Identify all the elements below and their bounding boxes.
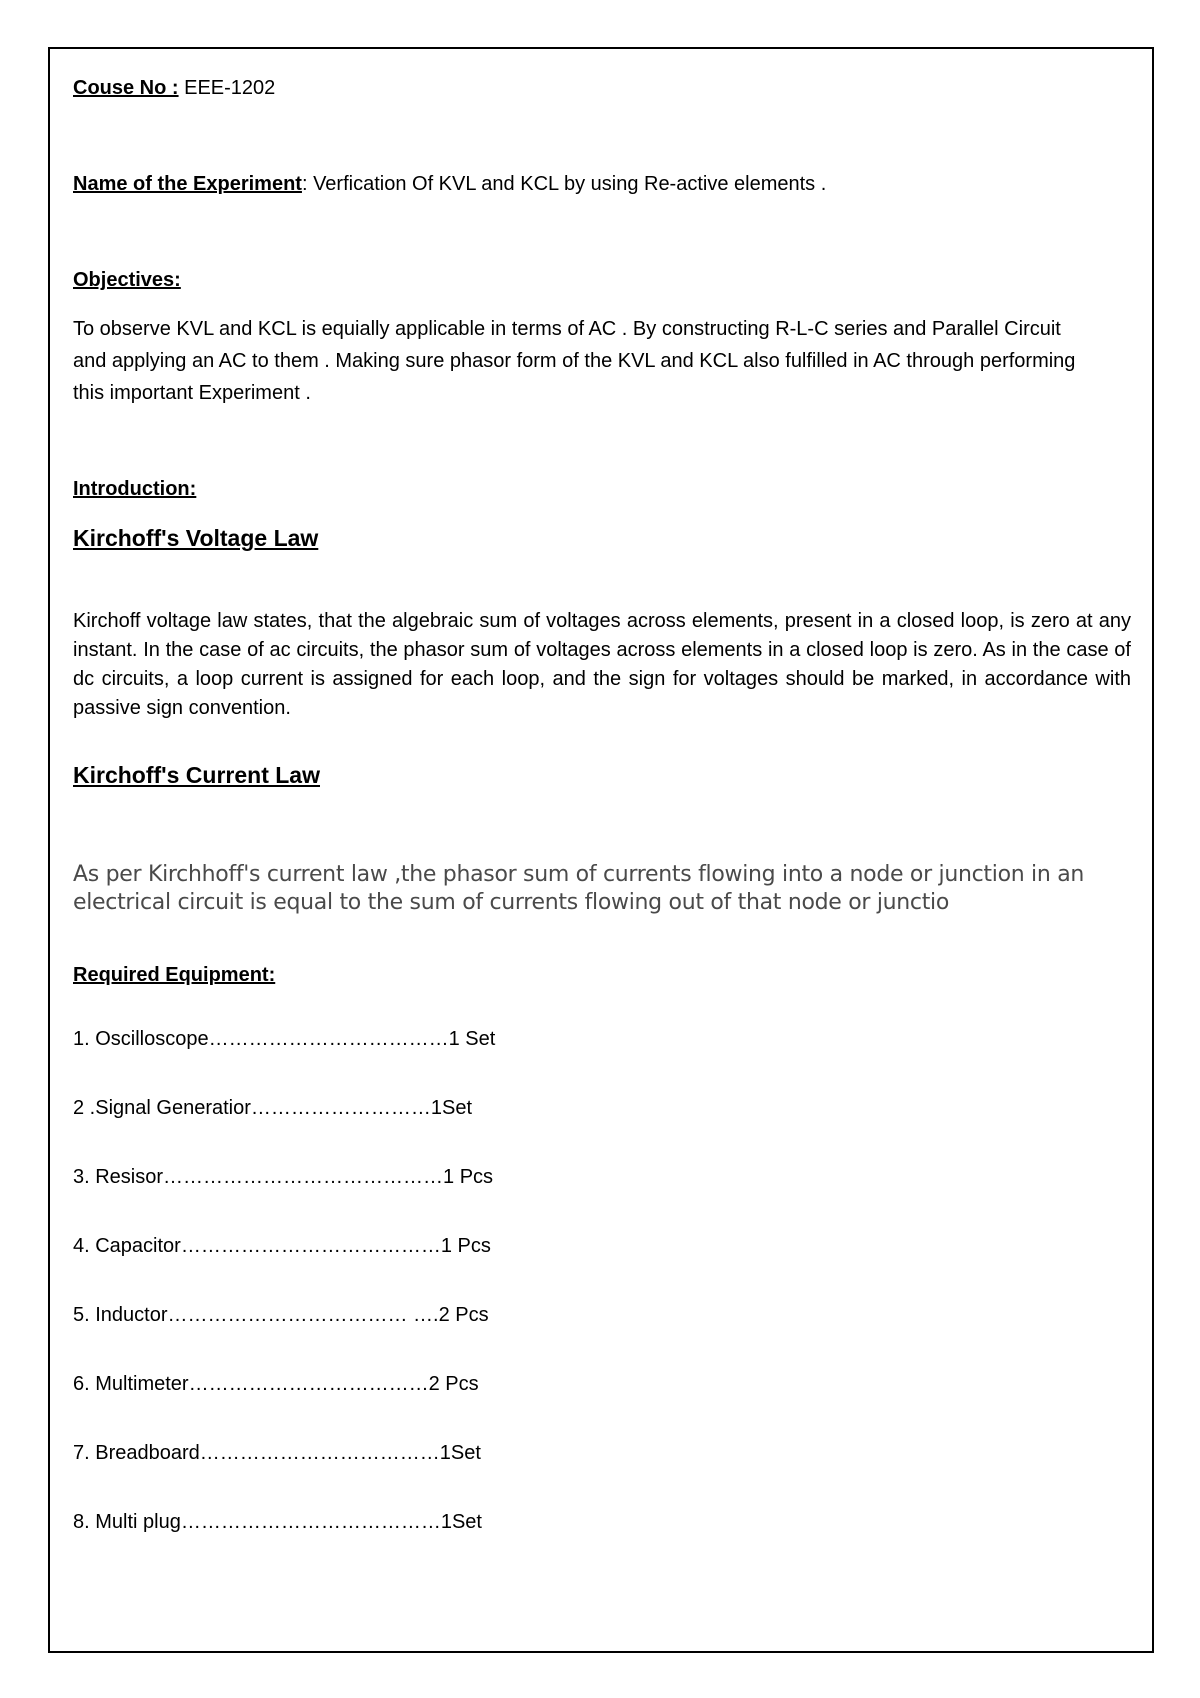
objectives-heading: Objectives: xyxy=(73,269,181,291)
experiment-value: : Verfication Of KVL and KCL by using Re-active elements . xyxy=(301,173,827,195)
equipment-list xyxy=(73,1025,495,1577)
kvl-text: Kirchoff voltage law states, that the algebraic sum of voltages across elements, present in a closed loop, is zero at any instant. In the case of ac circuits, the phasor sum of voltages across elements in a closed loop is zero. As in the case of dc circuits, a loop current is assigned for each loop, and the sign for voltages should be marked, in accordance with passive sign convention. xyxy=(73,610,1131,719)
equipment-item-resistor: 3. Resisor……………………………………1 Pcs xyxy=(73,1166,494,1188)
kvl-heading: Kirchoff's Voltage Law xyxy=(73,525,319,551)
course-value: EEE-1202 xyxy=(178,77,276,99)
course-line xyxy=(73,74,275,103)
equipment-item-inductor: 5. Inductor……………………………… ….2 Pcs xyxy=(73,1304,489,1326)
course-label: Couse No : xyxy=(73,77,179,99)
equipment-heading: Required Equipment: xyxy=(73,964,276,986)
equipment-item-breadboard: 7. Breadboard………………………………1Set xyxy=(73,1442,481,1464)
equipment-item-oscilloscope: 1. Oscilloscope………………………………1 Set xyxy=(73,1028,496,1050)
equipment-item-capacitor: 4. Capacitor…………………………………1 Pcs xyxy=(73,1235,491,1257)
kcl-text: As per Kirchhoff's current law ,the phasor sum of currents flowing into a node or junction in an electrical circuit is equal to the sum of currents flowing out of that node or junctio xyxy=(73,862,1085,915)
equipment-item-multimeter: 6. Multimeter………………………………2 Pcs xyxy=(73,1373,479,1395)
equipment-item-multi-plug: 8. Multi plug…………………………………1Set xyxy=(73,1511,482,1533)
equipment-item-signal-generator: 2 .Signal Generatior………………………1Set xyxy=(73,1097,473,1119)
experiment-line xyxy=(73,170,826,199)
experiment-label: Name of the Experiment xyxy=(73,173,302,195)
objectives-text: To observe KVL and KCL is equially applicable in terms of AC . By constructing R-L-C series and Parallel Circuit and applying an AC to them . Making sure phasor form of the KVL and KCL also fulfilled in AC through performing this important Experiment . xyxy=(73,318,1076,404)
introduction-heading: Introduction: xyxy=(73,478,197,500)
kcl-heading: Kirchoff's Current Law xyxy=(73,762,320,788)
